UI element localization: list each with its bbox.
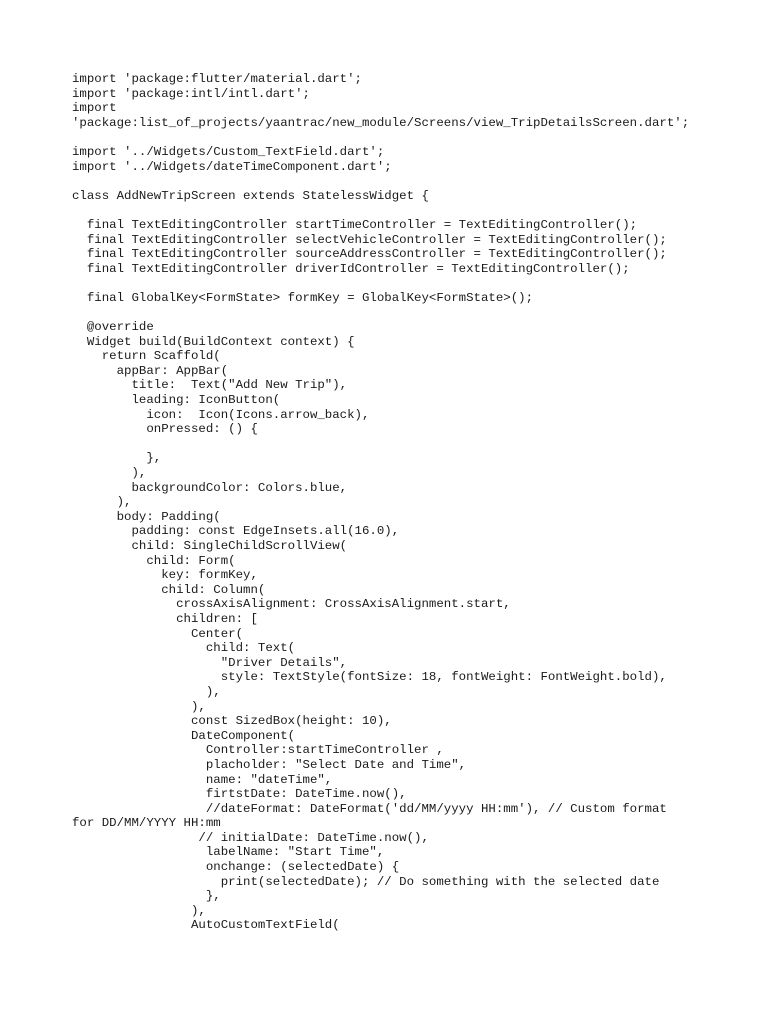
code-line: Widget build(BuildContext context) { <box>72 334 355 349</box>
code-line: final TextEditingController selectVehicleController = TextEditingController(); <box>72 232 667 247</box>
code-line <box>72 203 732 218</box>
code-line: title: Text("Add New Trip"), <box>72 378 348 393</box>
code-line <box>72 306 732 321</box>
code-line: // initialDate: DateTime.now(), <box>72 830 429 845</box>
code-line: onPressed: () { <box>72 422 258 437</box>
code-line: import '../Widgets/Custom_TextField.dart'; <box>72 144 385 159</box>
code-line: ), <box>72 699 206 714</box>
code-line <box>72 130 732 145</box>
code-line: @override <box>72 320 154 335</box>
code-line: import 'package:flutter/material.dart'; <box>72 72 362 86</box>
code-line: Controller:startTimeController , <box>72 743 444 758</box>
code-line: key: formKey, <box>72 568 258 583</box>
code-line: "Driver Details", <box>72 655 348 670</box>
code-line: //dateFormat: DateFormat('dd/MM/yyyy HH:mm'), // Custom format <box>72 801 667 816</box>
code-line <box>72 174 732 189</box>
code-line: child: SingleChildScrollView( <box>72 539 348 553</box>
code-line: final TextEditingController sourceAddressController = TextEditingController(); <box>72 247 667 262</box>
code-line: AutoCustomTextField( <box>72 918 340 933</box>
code-line: onchange: (selectedDate) { <box>72 860 400 875</box>
code-line: leading: IconButton( <box>72 393 281 408</box>
code-line: const SizedBox(height: 10), <box>72 714 392 729</box>
code-line: crossAxisAlignment: CrossAxisAlignment.start, <box>72 597 511 612</box>
code-line: }, <box>72 889 221 904</box>
code-line: import 'package:intl/intl.dart'; <box>72 86 310 101</box>
code-line: children: [ <box>72 611 258 626</box>
code-line: ), <box>72 466 147 481</box>
code-line: import '../Widgets/dateTimeComponent.dart'; <box>72 159 392 174</box>
code-line: backgroundColor: Colors.blue, <box>72 480 348 495</box>
code-line: ), <box>72 684 221 699</box>
code-line: import <box>72 101 117 116</box>
code-line: Center( <box>72 626 244 641</box>
code-line: for DD/MM/YYYY HH:mm <box>72 816 221 831</box>
code-line: name: "dateTime", <box>72 772 333 787</box>
code-line: final TextEditingController driverIdController = TextEditingController(); <box>72 261 630 276</box>
code-line: ), <box>72 903 206 918</box>
code-line: class AddNewTripScreen extends StatelessWidget { <box>72 188 429 203</box>
code-line: labelName: "Start Time", <box>72 845 385 860</box>
code-line: child: Column( <box>72 582 266 597</box>
code-line: 'package:list_of_projects/yaantrac/new_module/Screens/view_TripDetailsScreen.dart'; <box>72 115 690 130</box>
code-line: print(selectedDate); // Do something with the selected date <box>72 874 660 889</box>
code-line: icon: Icon(Icons.arrow_back), <box>72 407 370 422</box>
code-line: body: Padding( <box>72 509 221 524</box>
code-line: ), <box>72 495 132 510</box>
code-line: return Scaffold( <box>72 349 221 364</box>
code-line: child: Form( <box>72 553 236 568</box>
code-line: final GlobalKey<FormState> formKey = GlobalKey<FormState>(); <box>72 290 534 305</box>
code-line: DateComponent( <box>72 728 296 743</box>
code-line: appBar: AppBar( <box>72 363 229 378</box>
code-line: }, <box>72 451 162 466</box>
code-line: child: Text( <box>72 641 296 656</box>
code-line <box>72 276 732 291</box>
code-line: firtstDate: DateTime.now(), <box>72 787 407 802</box>
code-line: placholder: "Select Date and Time", <box>72 757 467 772</box>
code-listing <box>72 72 732 933</box>
code-line: padding: const EdgeInsets.all(16.0), <box>72 524 400 539</box>
code-line <box>72 437 732 452</box>
code-line: final TextEditingController startTimeController = TextEditingController(); <box>72 217 638 232</box>
code-line: style: TextStyle(fontSize: 18, fontWeight: FontWeight.bold), <box>72 670 667 685</box>
